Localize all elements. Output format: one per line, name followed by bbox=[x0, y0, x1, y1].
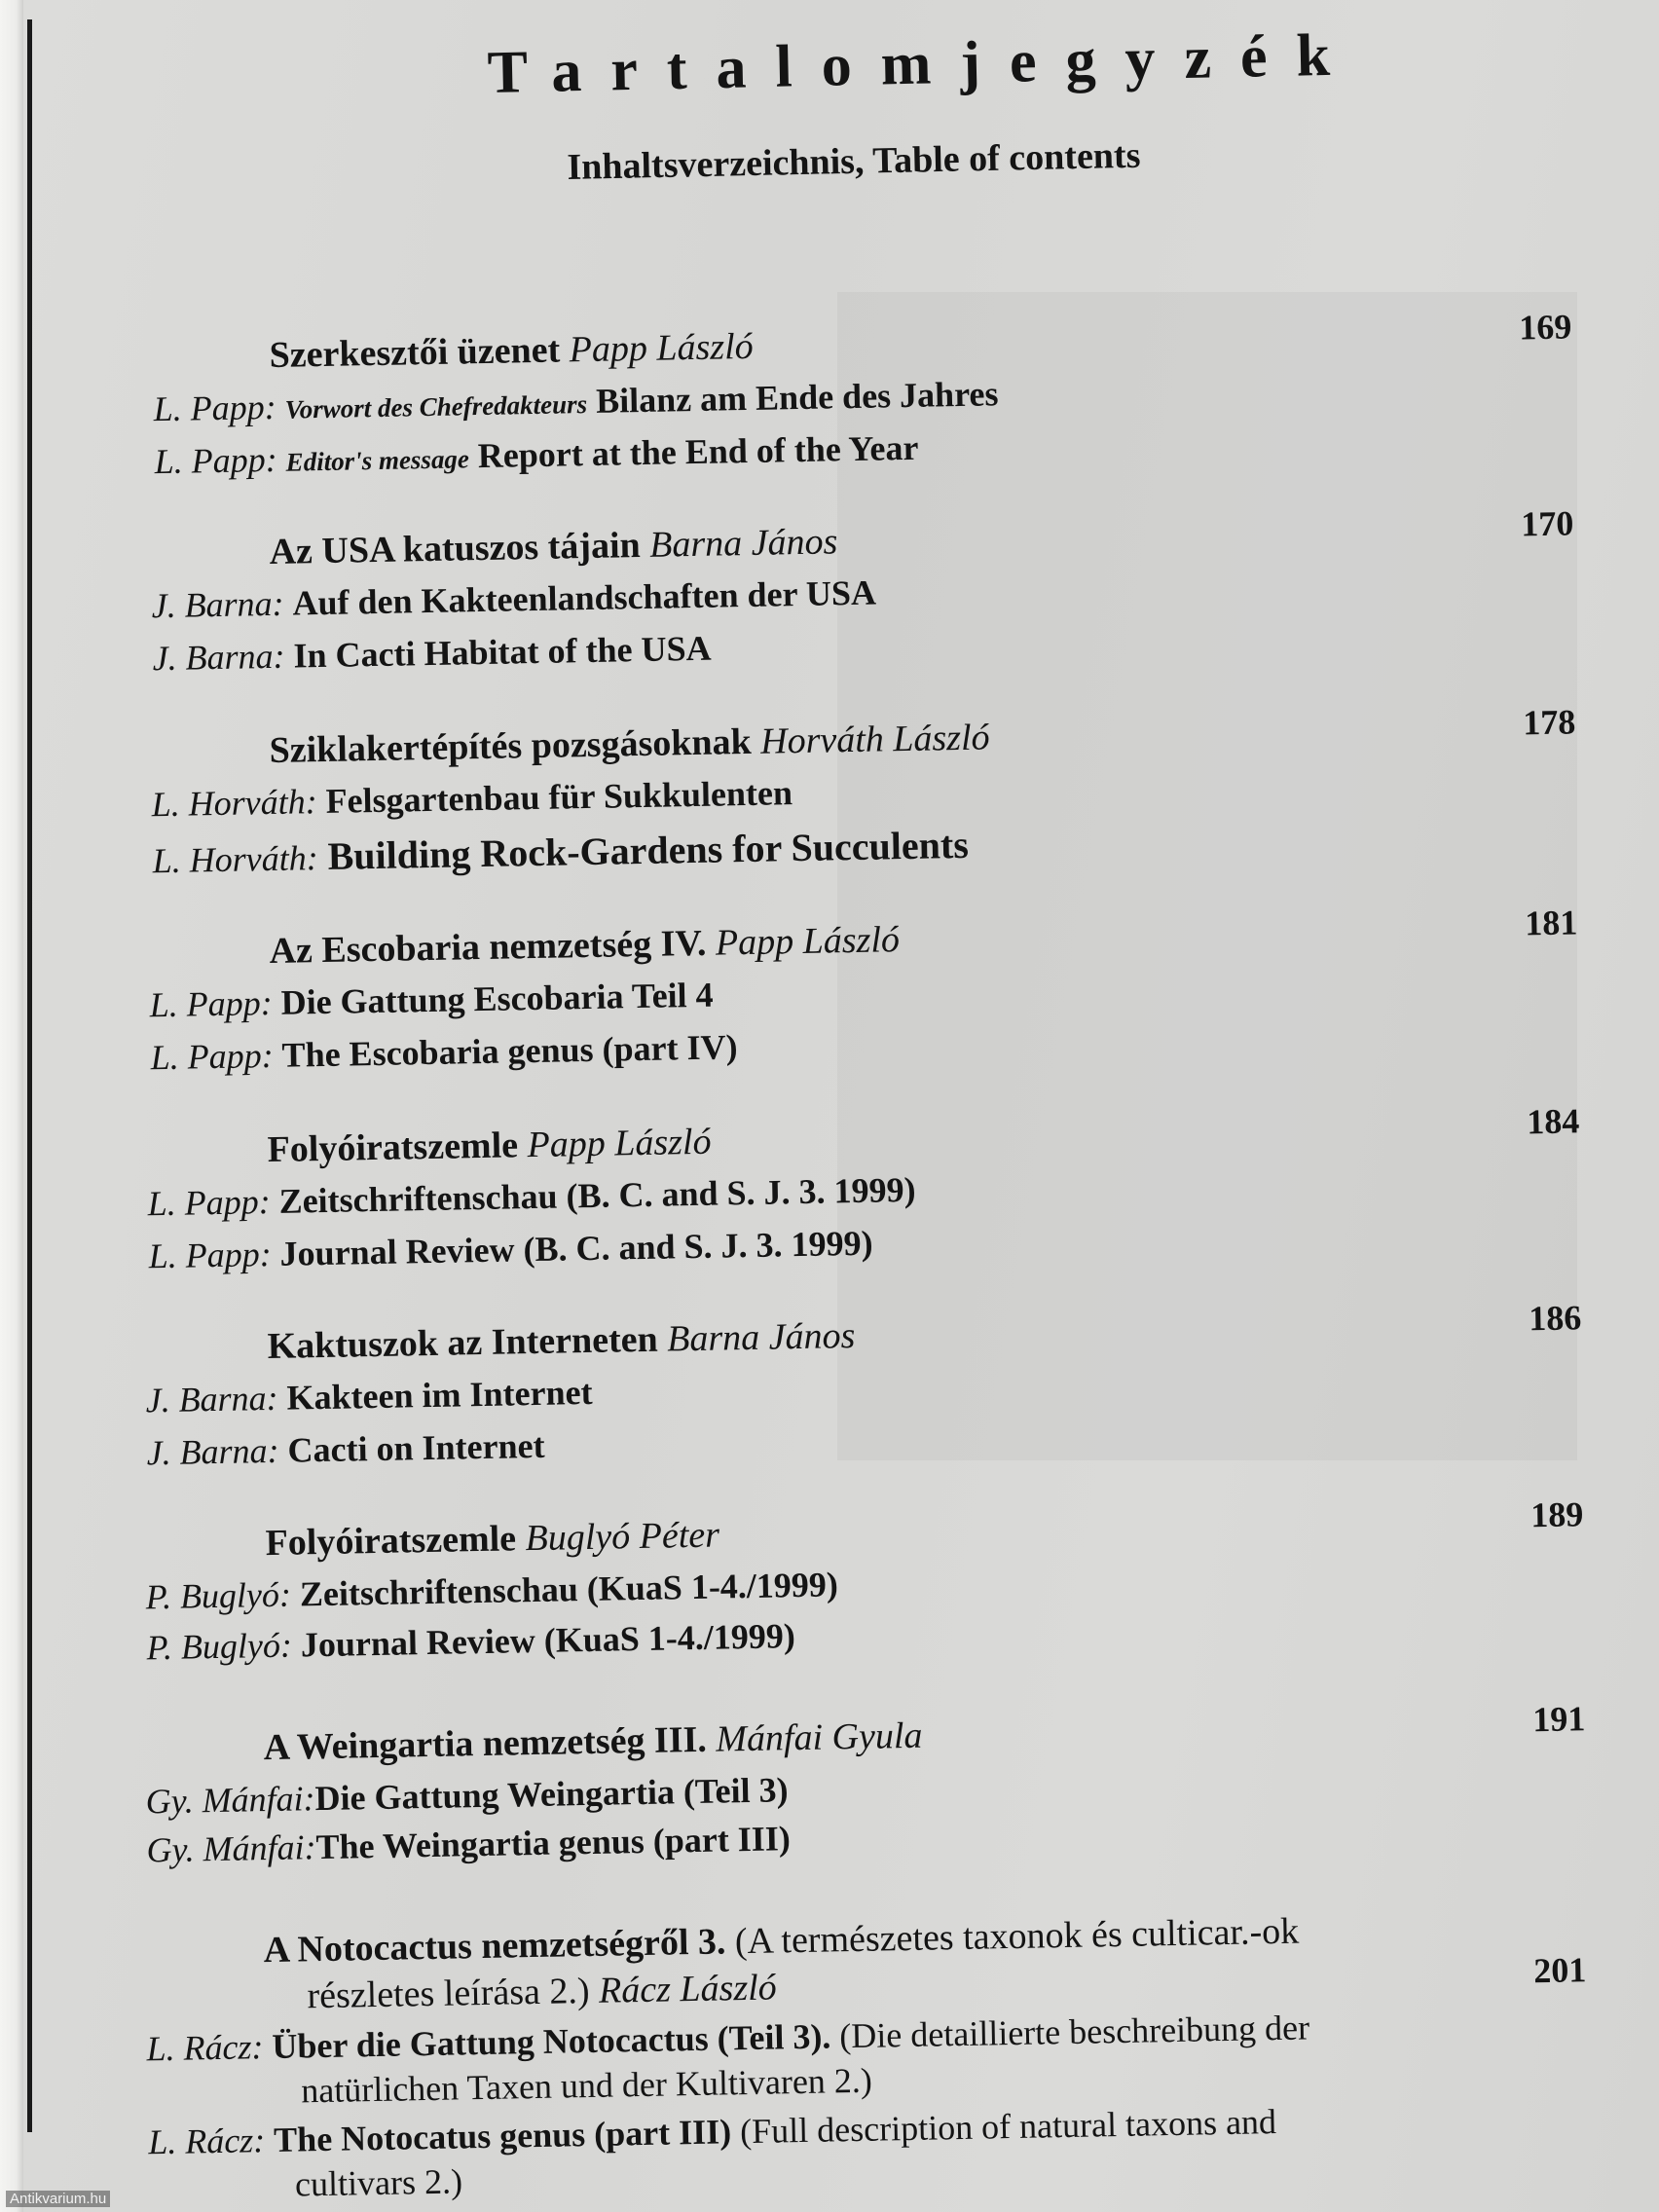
english-title: The Escobaria genus (part IV) bbox=[281, 1027, 738, 1075]
entry-german-line bbox=[145, 1372, 593, 1420]
english-title: The Weingartia genus (part III) bbox=[315, 1819, 792, 1867]
toc-entry bbox=[0, 503, 1659, 679]
german-label: Vorwort des Chefredakteurs bbox=[284, 389, 588, 424]
entry-title: Az Escobaria nemzetség IV. bbox=[269, 922, 707, 972]
english-title: Journal Review (B. C. and S. J. 3. 1999) bbox=[279, 1223, 873, 1273]
german-title: Kakteen im Internet bbox=[286, 1372, 593, 1418]
german-title: Zeitschriftenschau (KuaS 1-4./1999) bbox=[299, 1565, 839, 1614]
german-author: Gy. Mánfai: bbox=[145, 1779, 315, 1822]
english-author: J. Barna: bbox=[152, 636, 285, 679]
entry-german-line bbox=[151, 772, 793, 825]
entry-heading bbox=[267, 1314, 855, 1368]
entry-page-number: 201 bbox=[1532, 1950, 1587, 1991]
entry-page-number: 178 bbox=[1522, 702, 1576, 743]
german-author: J. Barna: bbox=[145, 1378, 278, 1420]
entry-heading bbox=[269, 918, 900, 973]
toc-entry bbox=[0, 903, 1659, 1078]
entry-title: Az USA katuszos tájain bbox=[269, 525, 642, 572]
english-author: J. Barna: bbox=[146, 1430, 279, 1473]
entry-author: Horváth László bbox=[759, 717, 990, 762]
german-title-continuation-2: natürlichen Taxen und der Kultivaren 2.) bbox=[300, 2060, 873, 2111]
entry-english-line bbox=[146, 1615, 795, 1668]
entry-page-number: 181 bbox=[1524, 903, 1578, 943]
german-title: Über die Gattung Notocactus (Teil 3). bbox=[272, 2016, 831, 2066]
entry-english-line-2 bbox=[295, 2160, 463, 2204]
entry-page-number: 170 bbox=[1520, 503, 1574, 544]
page-subtitle: Inhaltsverzeichnis, Table of contents bbox=[567, 134, 1141, 188]
german-title: Zeitschriftenschau (B. C. and S. J. 3. 1999) bbox=[278, 1169, 916, 1221]
entry-page-number: 169 bbox=[1518, 307, 1572, 348]
entry-heading bbox=[269, 716, 990, 772]
german-title-continuation: (Die detaillierte beschreibung der bbox=[838, 2008, 1310, 2056]
english-title: Journal Review (KuaS 1-4./1999) bbox=[300, 1616, 796, 1665]
entry-heading bbox=[263, 1910, 1299, 1972]
english-title: Report at the End of the Year bbox=[477, 427, 919, 476]
entry-german-line bbox=[151, 572, 876, 627]
entry-page-number: 189 bbox=[1530, 1494, 1584, 1535]
toc-entry bbox=[0, 307, 1659, 482]
entry-english-line bbox=[148, 1223, 873, 1277]
entry-heading bbox=[269, 520, 837, 573]
entry-heading-line-2 bbox=[307, 1966, 777, 2017]
english-author: Gy. Mánfai: bbox=[146, 1827, 316, 1870]
entry-german-line-2 bbox=[301, 2060, 872, 2112]
german-author: J. Barna: bbox=[151, 583, 284, 626]
entry-heading bbox=[269, 325, 754, 377]
entry-german-line bbox=[147, 1169, 916, 1224]
entry-author: Papp László bbox=[715, 919, 901, 964]
german-title: Felsgartenbau für Sukkulenten bbox=[325, 773, 793, 821]
english-title: Building Rock-Gardens for Succulents bbox=[327, 822, 970, 878]
english-title-continuation: (Full description of natural taxons and bbox=[739, 2102, 1277, 2152]
entry-german-line bbox=[145, 1564, 838, 1617]
entry-heading bbox=[267, 1121, 712, 1171]
german-title: Bilanz am Ende des Jahres bbox=[595, 374, 999, 421]
entry-author: Mánfai Gyula bbox=[715, 1714, 923, 1760]
entry-page-number: 184 bbox=[1526, 1101, 1580, 1142]
entry-author: Buglyó Péter bbox=[525, 1514, 720, 1560]
entry-author: Papp László bbox=[569, 325, 755, 371]
english-author: L. Papp: bbox=[154, 439, 277, 482]
entry-title: A Weingartia nemzetség III. bbox=[263, 1718, 708, 1769]
toc-entry bbox=[0, 1298, 1659, 1473]
entry-author: Papp László bbox=[527, 1121, 712, 1166]
page-title: Tartalomjegyzék bbox=[487, 21, 1360, 106]
entry-english-line bbox=[150, 1026, 738, 1078]
entry-german-line bbox=[153, 373, 999, 429]
entry-author: Rácz László bbox=[598, 1967, 778, 2011]
entry-english-line bbox=[146, 1818, 791, 1870]
entry-title: Folyóiratszemle bbox=[265, 1518, 517, 1565]
entry-german-line bbox=[149, 975, 714, 1026]
entry-heading bbox=[265, 1514, 719, 1566]
toc-entry bbox=[0, 702, 1659, 881]
entry-author: Barna János bbox=[648, 521, 838, 566]
entry-title: Szerkesztői üzenet bbox=[269, 329, 561, 376]
entry-page-number: 186 bbox=[1528, 1298, 1582, 1339]
entry-english-line bbox=[146, 1425, 545, 1473]
english-author: L. Papp: bbox=[150, 1035, 274, 1078]
toc-entry bbox=[0, 1494, 1659, 1668]
english-author: L. Rácz: bbox=[147, 2120, 266, 2162]
german-title: Auf den Kakteenlandschaften der USA bbox=[292, 572, 877, 623]
entry-page-number: 191 bbox=[1531, 1699, 1586, 1740]
german-author: L. Rácz: bbox=[146, 2027, 264, 2069]
german-author: L. Horváth: bbox=[151, 782, 317, 825]
english-title: The Notocatus genus (part III) bbox=[273, 2112, 732, 2159]
entry-title: Folyóiratszemle bbox=[267, 1124, 519, 1171]
english-title: Cacti on Internet bbox=[287, 1425, 545, 1470]
watermark-label: Antikvarium.hu bbox=[6, 2191, 110, 2207]
german-title: Die Gattung Escobaria Teil 4 bbox=[280, 975, 714, 1022]
entry-title: Kaktuszok az Interneten bbox=[267, 1318, 659, 1368]
toc-entry bbox=[0, 1699, 1659, 1870]
german-title: Die Gattung Weingartia (Teil 3) bbox=[314, 1770, 789, 1819]
entry-title-continuation-2: részletes leírása 2.) bbox=[307, 1970, 590, 2017]
english-label: Editor's message bbox=[285, 444, 470, 477]
german-author: L. Papp: bbox=[153, 387, 276, 429]
entry-title-continuation: (A természetes taxonok és culticar.-ok bbox=[734, 1910, 1300, 1963]
english-title-continuation-2: cultivars 2.) bbox=[294, 2161, 463, 2204]
german-author: P. Buglyó: bbox=[145, 1574, 292, 1617]
toc-entry bbox=[0, 1101, 1659, 1276]
entry-german-line bbox=[145, 1769, 789, 1822]
english-title: In Cacti Habitat of the USA bbox=[293, 628, 712, 676]
entry-english-line bbox=[152, 628, 712, 680]
entry-title: Sziklakertépítés pozsgásoknak bbox=[269, 720, 753, 771]
english-author: P. Buglyó: bbox=[146, 1625, 293, 1668]
entry-english-line bbox=[154, 427, 919, 482]
entry-author: Barna János bbox=[666, 1314, 856, 1360]
entry-english-line bbox=[152, 822, 969, 882]
english-author: L. Papp: bbox=[148, 1234, 272, 1276]
entry-heading bbox=[263, 1714, 923, 1769]
german-author: L. Papp: bbox=[149, 982, 273, 1025]
german-author: L. Papp: bbox=[147, 1181, 271, 1224]
english-author: L. Horváth: bbox=[152, 838, 319, 881]
entry-title: A Notocactus nemzetségről 3. bbox=[263, 1921, 726, 1972]
